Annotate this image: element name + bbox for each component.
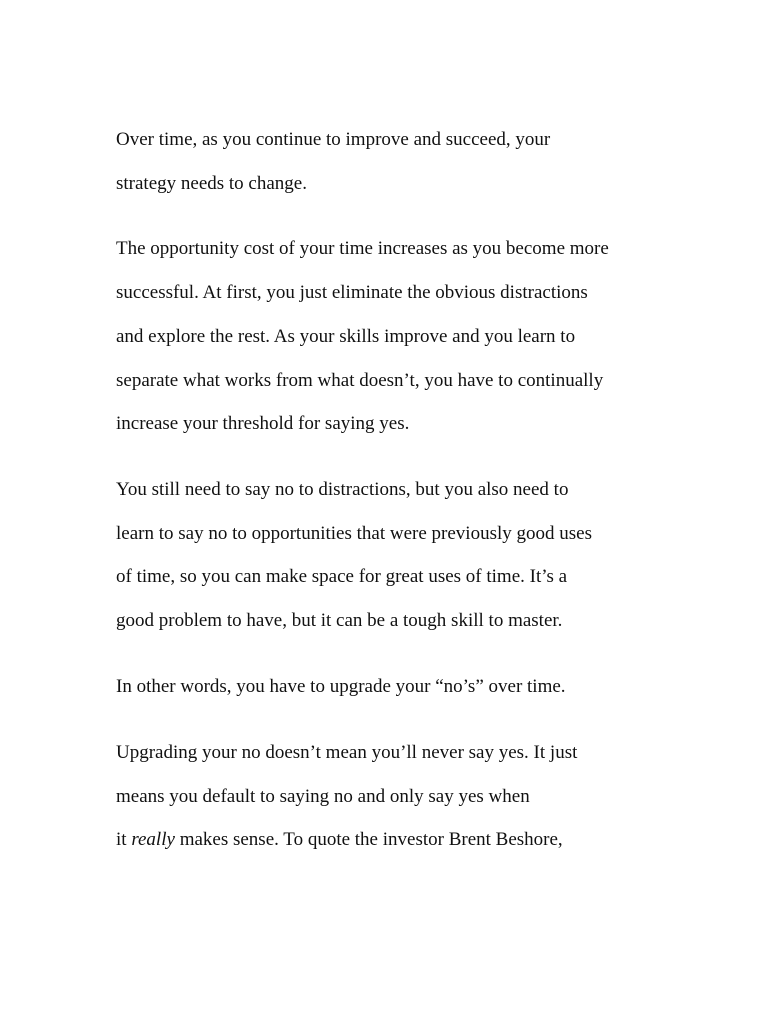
paragraph-3-line-2: learn to say no to opportunities that were previously good uses [116,523,592,544]
paragraph-2-line-4: separate what works from what doesn’t, you have to continually [116,370,604,391]
paragraph-2-line-3: and explore the rest. As your skills improve and you learn to [116,326,576,347]
paragraph-5-line-2: means you default to saying no and only say yes when [116,786,530,807]
paragraph-2-line-5: increase your threshold for saying yes. [116,413,410,434]
paragraph-1-line-1: Over time, as you continue to improve and succeed, your [116,129,551,150]
paragraph-3-line-3: of time, so you can make space for great uses of time. It’s a [116,566,568,587]
paragraph-5-line-3 [116,828,563,852]
paragraph-3-line-1: You still need to say no to distractions, but you also need to [116,479,569,500]
line-prefix: it [116,829,132,850]
paragraph-4-line-1: In other words, you have to upgrade your “no’s” over time. [116,676,566,697]
paragraph-2-line-2: successful. At first, you just eliminate the obvious distractions [116,282,588,303]
paragraph-5-line-1: Upgrading your no doesn’t mean you’ll never say yes. It just [116,742,578,763]
paragraph-3-line-4: good problem to have, but it can be a tough skill to master. [116,610,563,631]
paragraph-2-line-1: The opportunity cost of your time increases as you become more [116,238,609,259]
paragraph-1-line-2: strategy needs to change. [116,173,307,194]
line-suffix: makes sense. To quote the investor Brent Beshore, [174,829,563,850]
emphasis-word: really [131,829,175,850]
